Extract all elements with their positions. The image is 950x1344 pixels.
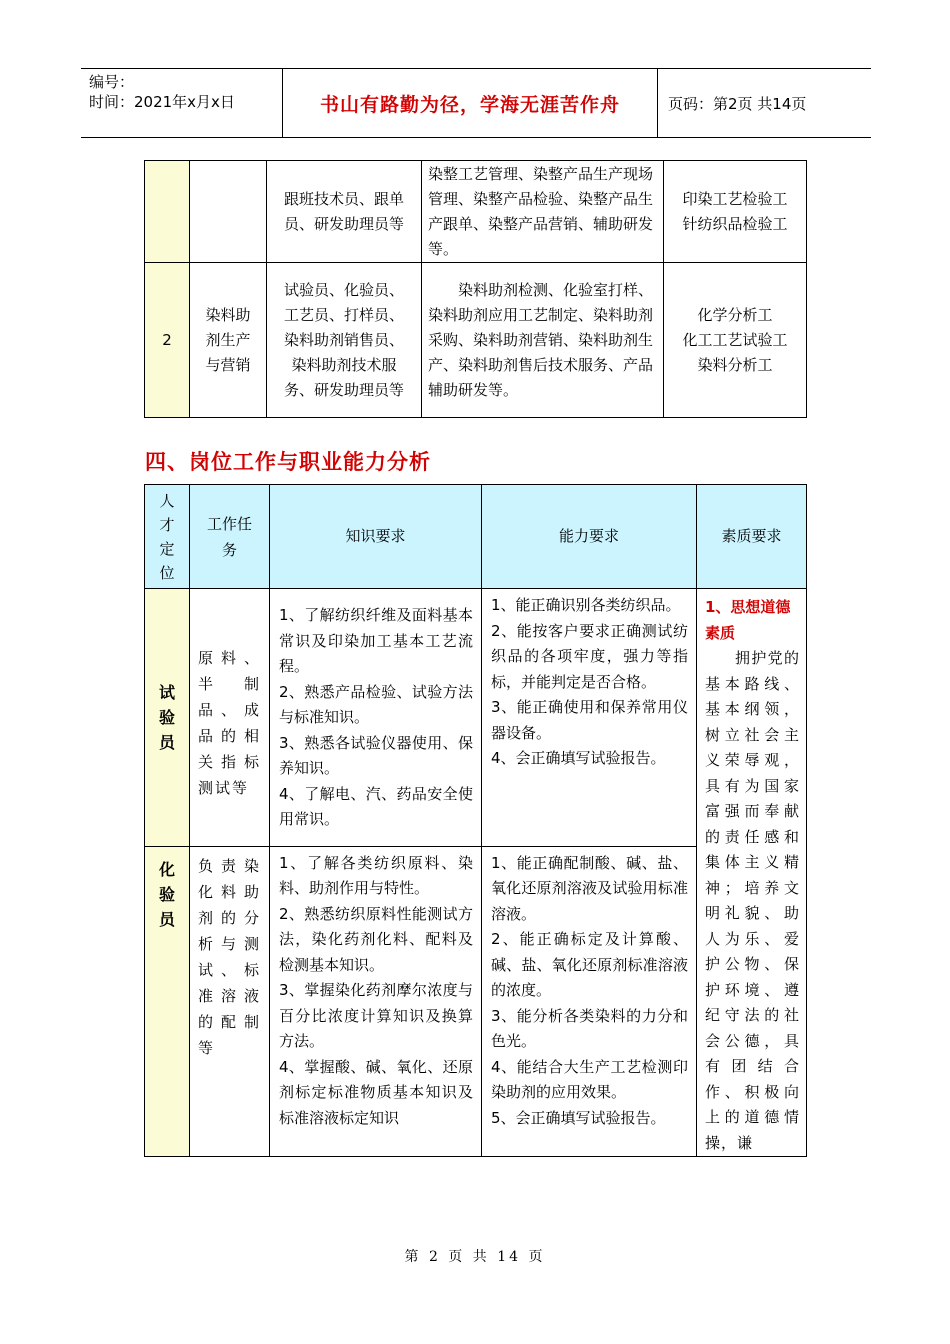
positions-cell: 跟班技术员、跟单员、研发助理员等 [267, 161, 422, 263]
ability-item: 3、能分析各类染料的力分和色光。 [491, 1006, 688, 1051]
knowledge-item: 3、熟悉各试验仪器使用、保养知识。 [279, 733, 473, 777]
page-info: 页码：第2页 共14页 [668, 94, 807, 113]
header-quality: 素质要求 [697, 485, 807, 589]
position-cell [145, 846, 190, 1156]
knowledge-item: 1、了解各类纺织原料、染料、助剂作用与特性。 [279, 853, 473, 898]
career-table [144, 160, 807, 418]
knowledge-item: 3、掌握染化药剂摩尔浓度与百分比浓度计算知识及换算方法。 [279, 981, 473, 1051]
certs-cell: 化学分析工 化工工艺试验工 染料分析工 [664, 263, 807, 418]
field-cell [190, 161, 267, 263]
header-knowledge: 知识要求 [270, 485, 482, 589]
table-row [145, 589, 807, 847]
knowledge-item: 1、了解纺织纤维及面料基本常识及印染加工基本工艺流程。 [279, 606, 473, 675]
quality-title: 1、思想道德素质 [705, 598, 791, 642]
ability-item: 4、能结合大生产工艺检测印染助剂的应用效果。 [491, 1057, 688, 1102]
date-label: 时间：2021年x月x日 [89, 93, 235, 111]
page-footer: 第 2 页 共 14 页 [404, 1249, 546, 1265]
quality-cell [697, 589, 807, 1157]
position-label: 化验员 [159, 859, 176, 929]
ability-item: 1、能正确识别各类纺织品。 [491, 596, 681, 614]
knowledge-item: 2、熟悉产品检验、试验方法与标准知识。 [279, 682, 473, 726]
ability-item: 5、会正确填写试验报告。 [491, 1108, 666, 1127]
positions-cell: 试验员、化验员、工艺员、打样员、染料助剂销售员、染料助剂技术服务、研发助理员等 [267, 263, 422, 418]
position-cell [145, 589, 190, 847]
table-row [145, 263, 807, 418]
table-row [145, 161, 807, 263]
knowledge-item: 2、熟悉纺织原料性能测试方法，染化药剂化料、配料及检测基本知识。 [279, 904, 473, 974]
tasks-cell: 染整工艺管理、染整产品生产现场管理、染整产品检验、染整产品生产跟单、染整产品营销、辅助研发等。 [422, 161, 664, 263]
ability-item: 2、能正确标定及计算酸、碱、盐、氧化还原剂标准溶液的浓度。 [491, 930, 688, 1000]
knowledge-item: 4、掌握酸、碱、氧化、还原剂标定标准物质基本知识及标准溶液标定知识 [279, 1057, 473, 1127]
header-task: 工作任务 [190, 485, 270, 589]
ability-item: 1、能正确配制酸、碱、盐、氧化还原剂溶液及试验用标准溶液。 [491, 853, 688, 923]
task-cell: 负责染化料助剂的分析与测试、标准溶液的配制等 [190, 846, 270, 1156]
field-cell: 染料助剂生产与营销 [190, 263, 267, 418]
certs-cell: 印染工艺检验工 针纺织品检验工 [664, 161, 807, 263]
header-row [145, 485, 807, 589]
header-ability: 能力要求 [482, 485, 697, 589]
header-motto: 书山有路勤为径，学海无涯苦作舟 [319, 93, 620, 116]
row-number: 2 [145, 263, 190, 418]
ability-item: 2、能按客户要求正确测试纺织品的各项牢度，强力等指标，并能判定是否合格。 [491, 621, 688, 691]
header-position-text: 人才定位 [159, 491, 175, 582]
ability-item: 3、能正确使用和保养常用仪器设备。 [491, 698, 688, 742]
row-number [145, 161, 190, 263]
knowledge-cell [270, 846, 482, 1156]
knowledge-item: 4、了解电、汽、药品安全使用常识。 [279, 784, 473, 828]
ability-cell [482, 846, 697, 1156]
position-label: 试验员 [159, 682, 176, 752]
ability-table [144, 484, 807, 1157]
header-position [145, 485, 190, 589]
quality-body: 拥护党的基本路线、基本纲领，树立社会主义荣辱观，具有为国家富强而奉献的责任感和集体主义精神；培养文明礼貌、助人为乐、爱护公物、保护环境、遵纪守法的社会公德，具有团结合作、积极向上的道德情操，谦 [705, 649, 800, 1152]
header-meta [81, 69, 283, 137]
section-title: 四、岗位工作与职业能力分析 [145, 450, 431, 474]
task-cell: 原料、半制品、成品的相关指标测试等 [190, 589, 270, 847]
knowledge-cell [270, 589, 482, 847]
ability-cell [482, 589, 697, 847]
ability-item: 4、会正确填写试验报告。 [491, 749, 666, 767]
tasks-cell: 染料助剂检测、化验室打样、染料助剂应用工艺制定、染料助剂采购、染料助剂营销、染料助剂生产、染料助剂售后技术服务、产品辅助研发等。 [422, 263, 664, 418]
page-header [81, 68, 871, 138]
code-label: 编号： [89, 73, 135, 91]
header-motto-cell [283, 69, 658, 137]
